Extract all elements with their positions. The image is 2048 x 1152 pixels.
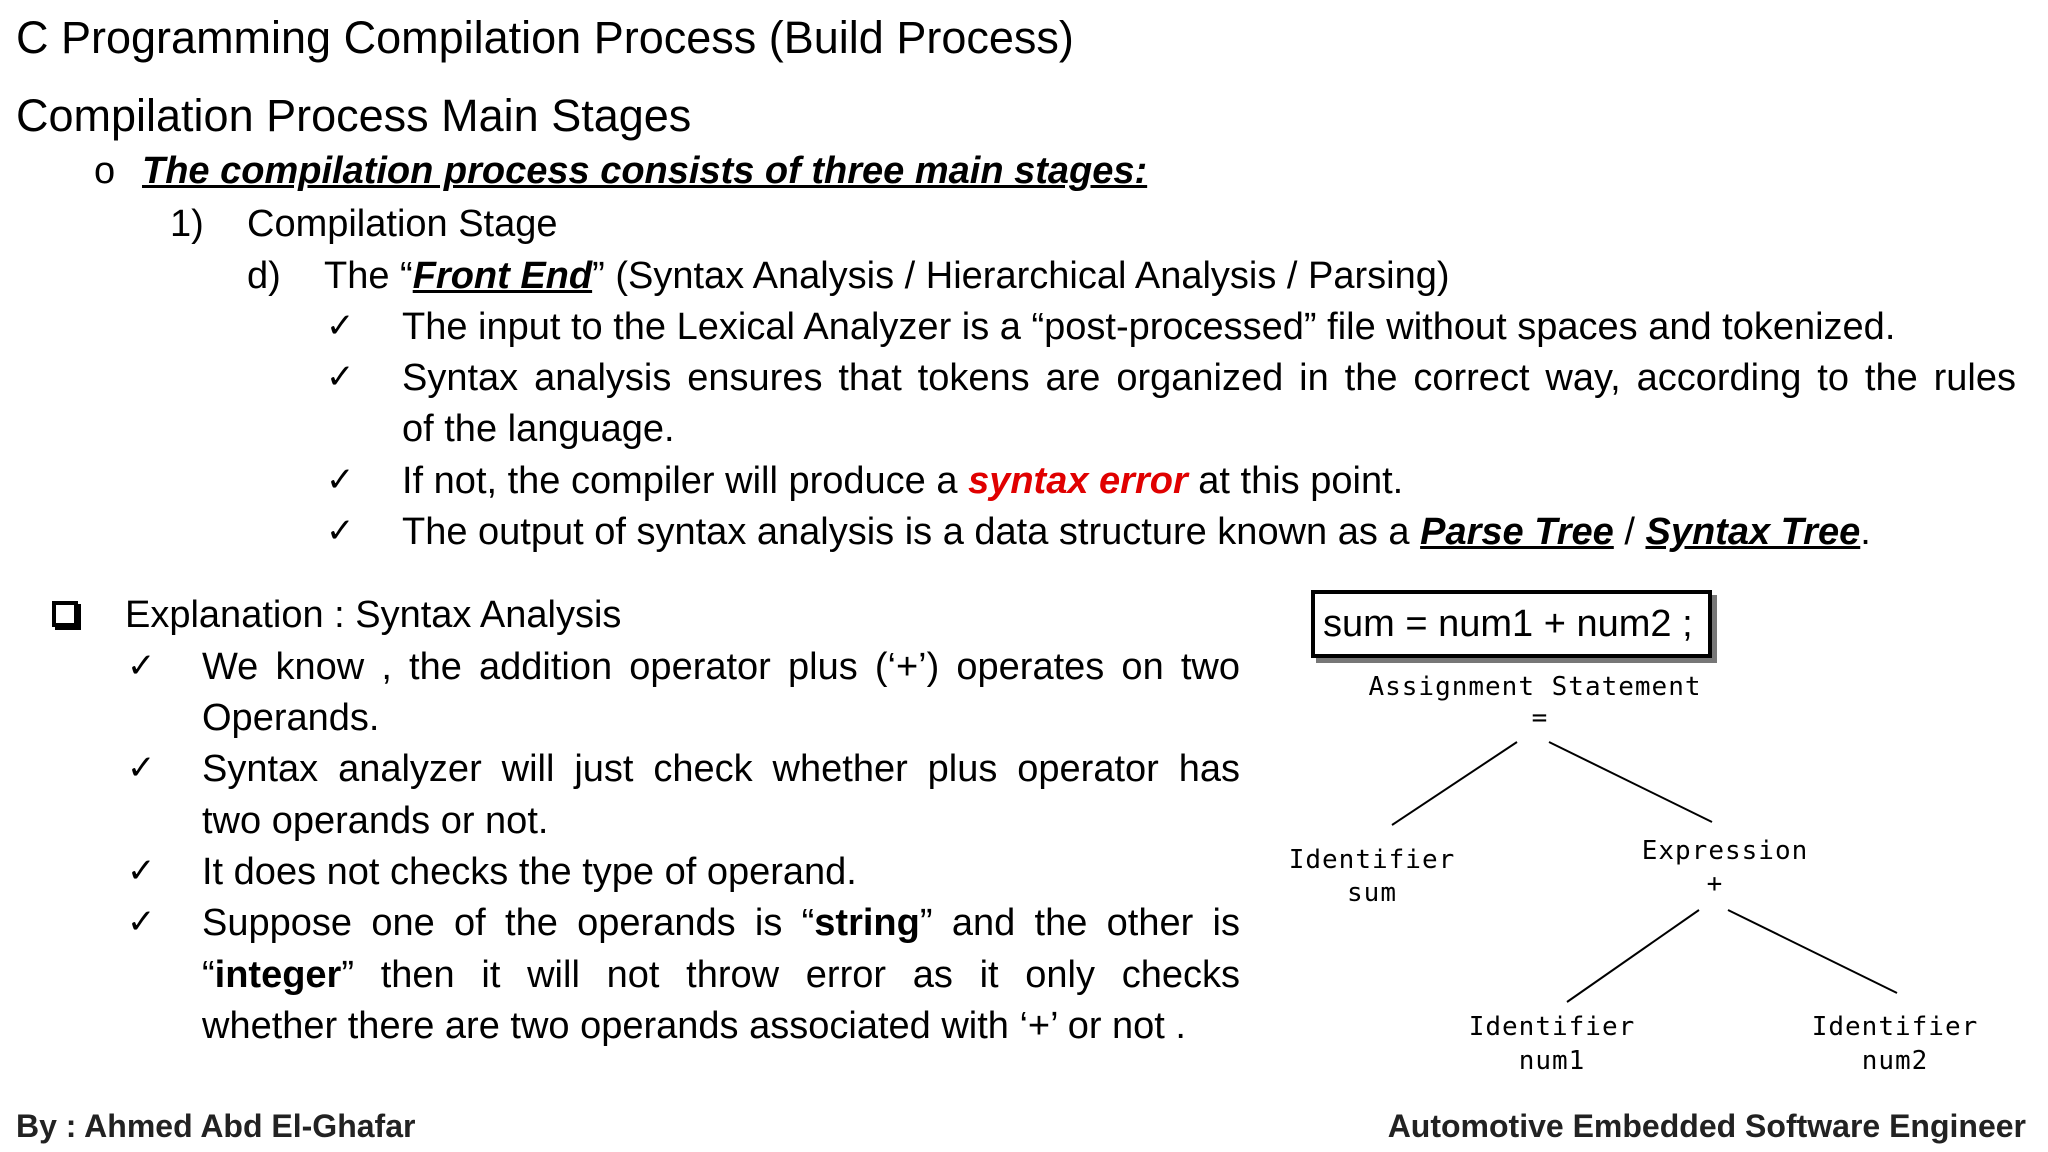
tree-rr-value: num2	[1861, 1046, 1929, 1076]
tree-left-label: Identifier	[1288, 845, 1456, 875]
front-end-term: Front End	[412, 255, 593, 297]
edge-expr-right	[1728, 910, 1897, 993]
edge-root-right	[1549, 742, 1712, 822]
integer-term: integer	[214, 954, 342, 996]
explanation-item-4-line1-a: Suppose one of the operands is “	[202, 902, 815, 944]
check-mark-icon: ✓	[326, 511, 355, 551]
main-point: The compilation process consists of three main stages:	[142, 150, 1148, 192]
string-term: string	[814, 902, 920, 944]
tree-right-op: +	[1706, 869, 1724, 899]
tree-left-value: sum	[1347, 878, 1397, 908]
footer-role: Automotive Embedded Software Engineer	[1387, 1108, 2026, 1144]
check-item-3-post: at this point.	[1187, 460, 1404, 502]
check-mark-icon: ✓	[326, 306, 355, 346]
stage-number: 1)	[170, 203, 204, 245]
page-title: C Programming Compilation Process (Build Process)	[16, 12, 1074, 63]
front-end-post: ” (Syntax Analysis / Hierarchical Analysis / Parsing)	[592, 255, 1450, 297]
explanation-item-4-line2-a: “	[202, 954, 215, 996]
edge-root-left	[1392, 742, 1517, 825]
check-item-4-pre: The output of syntax analysis is a data structure known as a	[402, 511, 1421, 553]
check-mark-icon: ✓	[127, 851, 156, 891]
tree-right-label: Expression	[1641, 836, 1809, 866]
explanation-item-2-line2: two operands or not.	[202, 800, 549, 842]
bullet-o: o	[94, 150, 116, 192]
explanation-item-2-line1: Syntax analyzer will just check whether plus operator has	[202, 748, 1240, 790]
stage-label: Compilation Stage	[247, 203, 558, 245]
check-item-2-line2: of the language.	[402, 408, 675, 450]
explanation-item-4-line1-b: ” and the other is	[919, 902, 1240, 944]
check-item-4-sep: /	[1613, 511, 1646, 553]
code-statement-box: sum = num1 + num2 ;	[1311, 590, 1712, 658]
check-item-3-pre: If not, the compiler will produce a	[402, 460, 969, 502]
check-mark-icon: ✓	[127, 748, 156, 788]
footer-author: By : Ahmed Abd El-Ghafar	[16, 1108, 416, 1144]
check-item-2-line1: Syntax analysis ensures that tokens are organized in the correct way, according to the rules	[402, 357, 2016, 399]
tree-ll-value: num1	[1518, 1046, 1586, 1076]
front-end-pre: The “	[324, 255, 413, 297]
explanation-item-1-line2: Operands.	[202, 697, 380, 739]
explanation-heading: Explanation : Syntax Analysis	[125, 594, 622, 636]
explanation-item-1-line1: We know , the addition operator plus (‘+’) operates on two	[202, 646, 1240, 688]
check-mark-icon: ✓	[326, 460, 355, 500]
check-mark-icon: ✓	[127, 902, 156, 942]
check-mark-icon: ✓	[326, 357, 355, 397]
tree-root-label: Assignment Statement	[1368, 672, 1702, 702]
explanation-item-4-line3: whether there are two operands associated with ‘+’ or not .	[202, 1005, 1186, 1047]
check-item-4-end: .	[1860, 511, 1871, 553]
explanation-item-4-line2-b: ” then it will not throw error as it only checks	[341, 954, 1240, 996]
tree-rr-label: Identifier	[1811, 1012, 1979, 1042]
syntax-tree-term: Syntax Tree	[1645, 511, 1861, 553]
check-mark-icon: ✓	[127, 646, 156, 686]
edge-expr-left	[1567, 910, 1699, 1002]
explanation-item-3: It does not checks the type of operand.	[202, 851, 857, 893]
sub-letter: d)	[247, 255, 281, 297]
parse-tree-term: Parse Tree	[1420, 511, 1614, 553]
tree-root-op: =	[1531, 703, 1549, 733]
tree-ll-label: Identifier	[1468, 1012, 1636, 1042]
section-title: Compilation Process Main Stages	[16, 90, 692, 141]
syntax-error-term: syntax error	[968, 460, 1188, 502]
check-item-1: The input to the Lexical Analyzer is a “post-processed” file without spaces and tokenized.	[402, 306, 1896, 348]
